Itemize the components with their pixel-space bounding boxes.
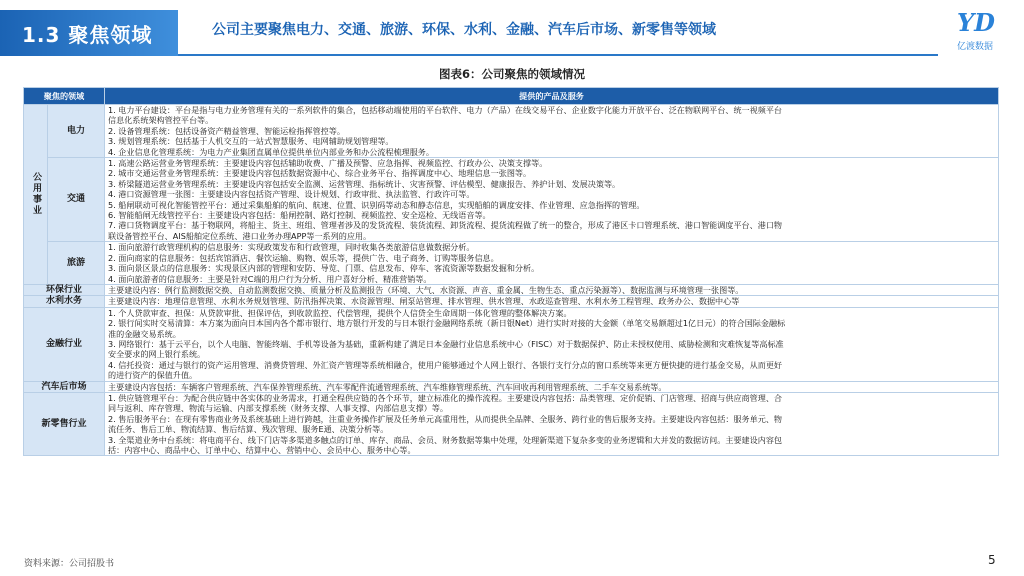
content-line: 主要建设内容包括：车辆客户管理系统、汽车保养管理系统、汽车零配件流通管理系统、汽车维修管理系统、汽车回收再利用管理系统、二手车交易系统等。 [108,381,667,392]
domain-name-cell: 电力 [48,105,105,158]
col-header-domain: 聚焦的领域 [24,88,105,105]
content-line: 3. 网络银行：基于云平台，以个人电脑、智能终端、手机等设备为基础，重新构建了满足日本金融行业信息系统中心（FISC）对于数据保护、防止未授权使用、威胁检测和灾难恢复等高标准 [108,338,784,349]
content-line: 1. 供应链管理平台：为配合供应链中各实体的业务需求，打通全程供应链的各个环节，建立标准化的操作流程。主要建设内容包括：品类管理、定价促销、门店管理、招商与供应商管理、合 [108,392,783,403]
domain-name-cell: 金融行业 [24,307,105,381]
content-line: 2. 银行间实时交易清算：本方案为面向日本国内各个都市银行、地方银行开发的与日本银行金融网络系统（新日银Net）进行实时对接的大金额（单笔交易额超过1亿日元）的符合国际金融标 [108,318,786,329]
page-number: 5 [988,553,996,567]
products-cell [105,381,999,392]
content-line: 主要建设内容：例行监测数据交换、自动监测数据交换、质量分析及监测报告（环境、大气、水资源、声音、重金属、生物生态、重点污染源等）、数据监测与环境管理一张图等。 [108,284,744,295]
domain-name-cell: 环保行业 [24,284,105,295]
content-line: 3. 规划管理系统：包括基于人机交互的一站式智慧服务、电网辅助规划管理等。 [108,136,394,147]
section-title: 1.3 聚焦领域 [22,23,153,47]
header-divider [178,54,938,56]
content-line: 3. 桥梁隧道运营业务管理系统：主要建设内容包括安全监测、运营管理、指标统计、灾害预警、评估模型、健康报告、养护计划、发展决策等。 [108,178,621,189]
products-cell [105,296,999,307]
content-line: 同与返利、库存管理、物流与运输、内部支撑系统（财务支撑、人事支撑、内部信息支撑）等。 [108,403,448,414]
table-row [24,105,999,158]
content-line: 5. 船闸联动可视化智能管控平台：通过采集船舶的航向、航速、位置、识别码等动态和静态信息，实现船舶的调度安排、作业管理、应急指挥的管理。 [108,199,645,210]
logo-text: 亿渡数据 [957,42,994,52]
content-line: 6. 智能船闸无线管控平台：主要建设内容包括：船闸控制、路灯控制、视频监控、安全巡检、无线语音等。 [108,210,491,221]
table-row [24,381,999,392]
content-line: 4. 企业信息化管理系统：为电力产业集团直属单位提供单位内部业务和办公流程梳理服务。 [108,146,434,157]
content-line: 2. 城市交通运营业务管理系统：主要建设内容包括数据资源中心、综合业务平台、指挥调度中心、地理信息一张图等。 [108,168,532,179]
content-line: 4. 信托投资：通过与银行的资产运用管理、消费贷管理、外汇资产管理等系统相融合，使用户能够通过个人网上银行、各银行支行分点的窗口系统等来更方便快捷的进行基金交易，从而更好 [108,359,783,370]
domain-name-cell: 旅游 [48,242,105,285]
content-line: 7. 港口货物调度平台：基于物联网，将船主、货主、班组、管理者涉及的发货流程、装货流程、卸货流程、提货流程做了统一的整合，形成了港区卡口管理系统、港口智能调度平台、港口物 [108,220,783,231]
content-line: 流任务、售后工单、物流结算、售后结算、残次管理、服务E通、决策分析等。 [108,424,389,435]
company-logo [953,6,1007,54]
col-header-products: 提供的产品及服务 [105,88,999,105]
content-line: 3. 面向景区景点的信息服务：实现景区内部的管理和安防、导览、门票、信息发布、停车、客流资源等数据发掘和分析。 [108,263,540,274]
content-line: 安全要求的网上银行系统。 [108,349,206,360]
table-row [24,307,999,381]
content-line: 4. 面向旅游者的信息服务：主要是针对C端的用户行为分析、用户喜好分析、精准营销等。 [108,273,432,284]
products-cell [105,284,999,295]
content-line: 联设备管控平台、AIS船舶定位系统、港口业务办理APP等一系列的应用。 [108,230,372,241]
products-cell [105,242,999,285]
table-row [24,158,999,242]
logo-icon: YD [957,8,995,37]
products-cell [105,307,999,381]
table-row [24,284,999,295]
content-line: 3. 全渠道业务中台系统：将电商平台、线下门店等多渠道多触点的订单、库存、商品、会员、财务数据等集中处理，处理新渠道下复杂多变的业务逻辑和大并发的数据访问。主要建设内容包 [108,434,783,445]
table-row [24,296,999,307]
domain-name-cell: 交通 [48,158,105,242]
content-line: 2. 售后服务平台：在现有零售商业务及系统基础上进行跨越，注重业务操作扩展及任务单元高重用性，从而提供全品牌、全服务、跨行业的售后服务支持。主要建设内容包括：服务单元、物 [108,413,783,424]
content-line: 的进行资产的保值升值。 [108,370,198,381]
content-line: 准的金融交易系统。 [108,328,181,339]
header-subtitle: 公司主要聚焦电力、交通、旅游、环保、水利、金融、汽车后市场、新零售等领域 [212,22,716,38]
content-line: 4. 港口资源管理一张图：主要建设内容包括资产管理、设计规划、行政审批、执法监管、行政许可等。 [108,189,475,200]
table-row [24,392,999,455]
domain-name-cell: 水利水务 [24,296,105,307]
domain-name-cell: 汽车后市场 [24,381,105,392]
products-cell [105,158,999,242]
sector-cell: 公用事业 [24,105,48,285]
figure-title: 图表6：公司聚焦的领域情况 [438,67,585,81]
domain-table [23,87,999,456]
table-row [24,242,999,285]
content-line: 2. 设备管理系统：包括设备资产精益管理、智能运检指挥管控等。 [108,125,345,136]
content-line: 1. 电力平台建设：平台是指与电力业务管理有关的一系列软件的集合，包括移动端使用的平台软件、电力（产品）在线交易平台、企业数字化能力开放平台、泛在物联网平台、统一视频平台 [108,105,783,115]
table-header-row [24,88,999,105]
content-line: 1. 个人贷款审查、担保：从贷款审批、担保评估，到收款监控、代偿管理，提供个人信贷全生命周期一体化管理的整体解决方案。 [108,307,572,318]
content-line: 1. 面向旅游行政管理机构的信息服务：实现政策发布和行政管理，同时收集各类旅游信息做数据分析。 [108,242,475,253]
source-note: 资料来源：公司招股书 [24,559,115,569]
content-line: 2. 面向商家的信息服务：包括宾馆酒店、餐饮运输、购物、娱乐等，提供广告、电子商务、订购等服务信息。 [108,252,499,263]
content-line: 括：内容中心、商品中心、订单中心、结算中心、营销中心、会员中心、服务中心等。 [108,445,416,455]
products-cell [105,392,999,455]
domain-name-cell: 新零售行业 [24,392,105,455]
content-line: 主要建设内容：地理信息管理、水利水务规划管理、防汛指挥决策、水资源管理、闸泵站管理、排水管理、供水管理、水政巡查管理、水利水务工程管理、政务办公、数据中心等 [108,296,740,307]
section-badge [0,10,178,56]
content-line: 信息化系统架构管控平台等。 [108,115,214,126]
content-line: 1. 高速公路运营业务管理系统：主要建设内容包括辅助收费、广播及预警、应急指挥、视频监控、行政办公、决策支撑等。 [108,158,548,169]
products-cell [105,105,999,158]
header-bar [0,0,1024,62]
